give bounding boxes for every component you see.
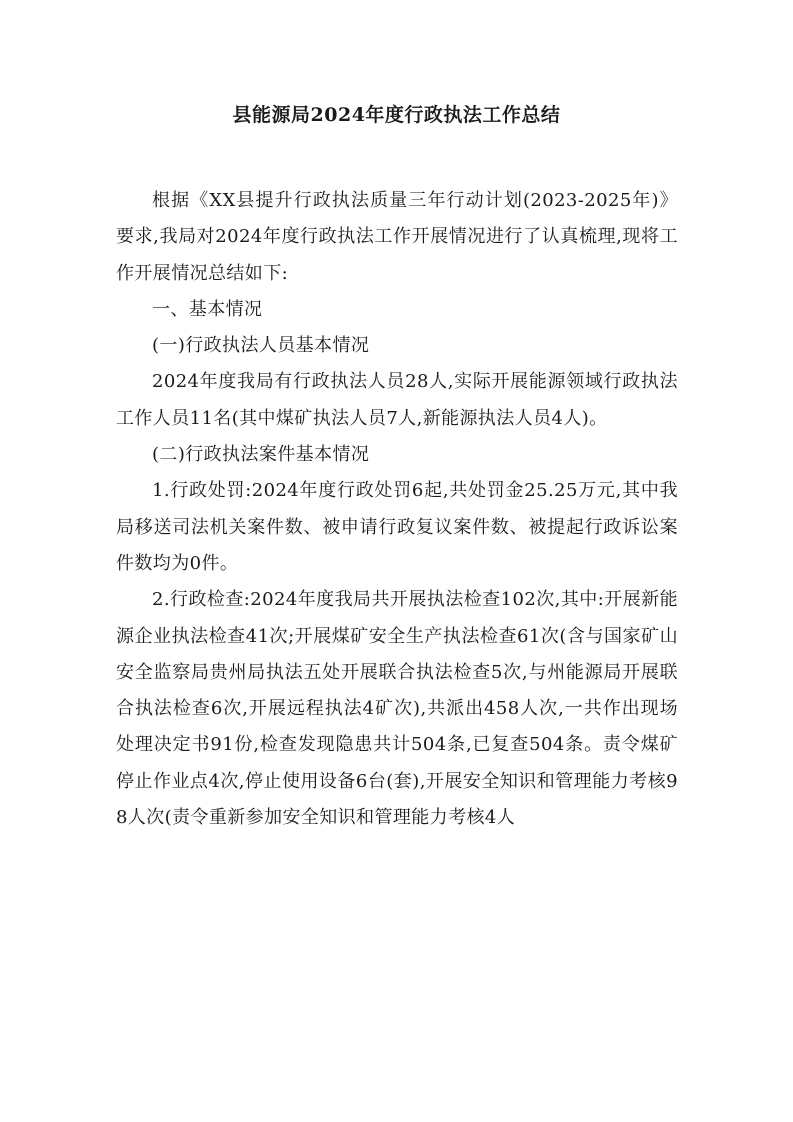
document-body (116, 183, 678, 836)
subsection-heading-personnel: (一)行政执法人员基本情况 (152, 335, 370, 357)
section-heading-basic-situation: 一、基本情况 (152, 298, 263, 320)
document-title: 县能源局2024年度行政执法工作总结 (232, 104, 561, 126)
personnel-paragraph: 2024年度我局有行政执法人员28人,实际开展能源领域行政执法工作人员11名(其中煤矿执法人员7人,新能源执法人员4人)。 (116, 371, 678, 429)
inspection-paragraph: 2.行政检查:2024年度我局共开展执法检查102次,其中:开展新能源企业执法检查41次;开展煤矿安全生产执法检查61次(含与国家矿山安全监察局贵州局执法五处开展联合执法检查5次,与州能源局开展联合执法检查6次,开展远程执法4矿次),共派出458人次,一共作出现场处理决定书91份,检查发现隐患共计504条,已复查504条。责令煤矿停止作业点4次,停止使用设备6台(套),开展安全知识和管理能力考核98人次(责令重新参加安全知识和管理能力考核4人 (116, 589, 678, 829)
intro-paragraph: 根据《XX县提升行政执法质量三年行动计划(2023-2025年)》要求,我局对2024年度行政执法工作开展情况进行了认真梳理,现将工作开展情况总结如下: (116, 190, 678, 284)
penalty-paragraph: 1.行政处罚:2024年度行政处罚6起,共处罚金25.25万元,其中我局移送司法机关案件数、被申请行政复议案件数、被提起行政诉讼案件数均为0件。 (116, 480, 678, 574)
subsection-heading-cases: (二)行政执法案件基本情况 (152, 444, 370, 466)
